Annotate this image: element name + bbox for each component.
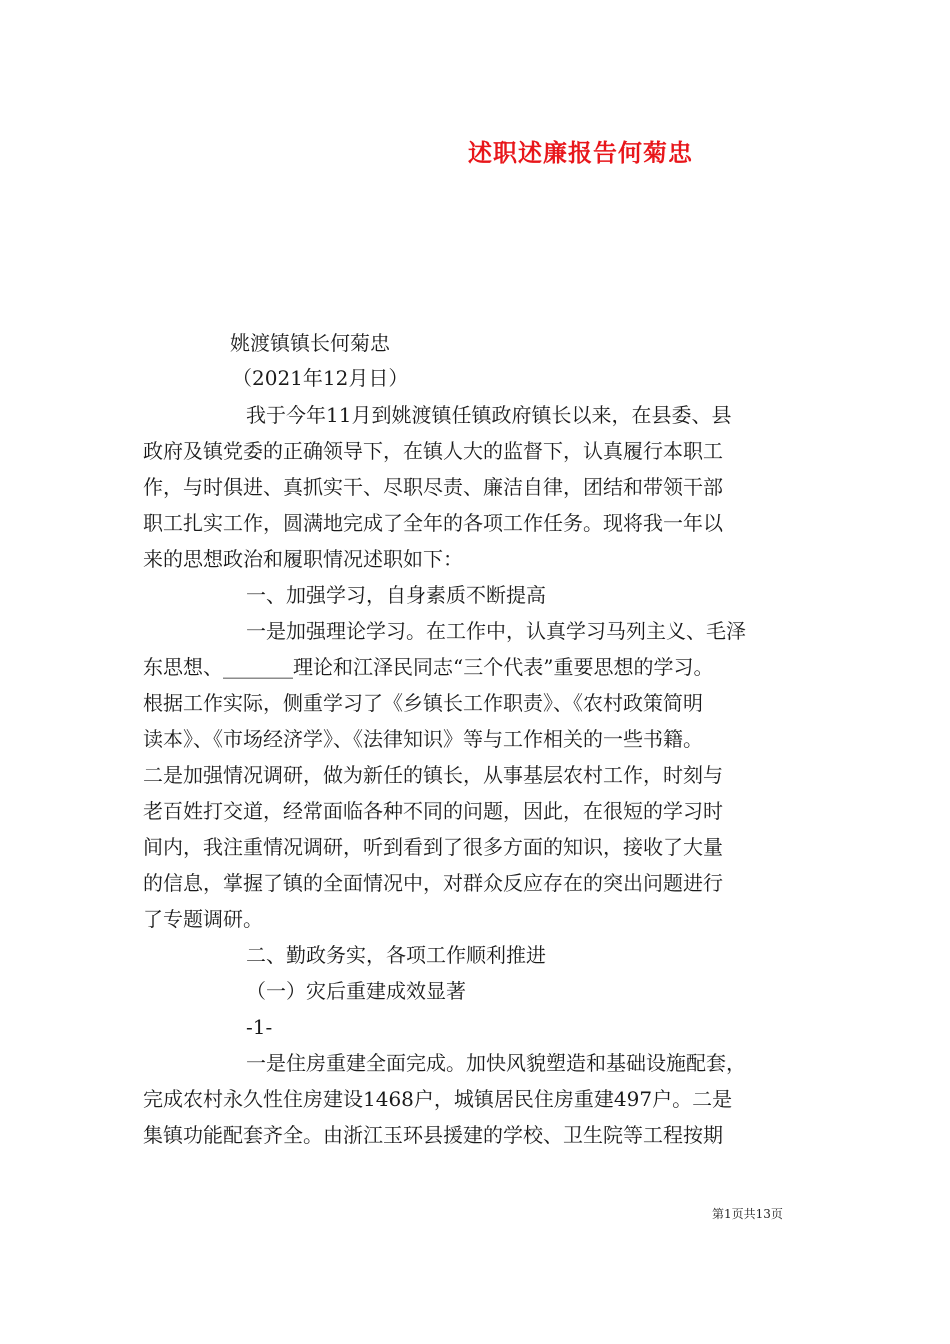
page-marker: -1- — [246, 1015, 273, 1039]
paragraph-line: 一是住房重建全面完成。加快风貌塑造和基础设施配套， — [246, 1051, 746, 1075]
paragraph-line: 的信息，掌握了镇的全面情况中，对群众反应存在的突出问题进行 — [143, 871, 723, 895]
paragraph-line: 读本》、《市场经济学》、《法律知识》等与工作相关的一些书籍。 — [143, 727, 703, 751]
paragraph-line: 职工扎实工作，圆满地完成了全年的各项工作任务。现将我一年以 — [143, 511, 723, 535]
section-heading: 二、勤政务实，各项工作顺利推进 — [246, 943, 546, 967]
author-line: 姚渡镇镇长何菊忠 — [230, 331, 390, 355]
paragraph-line: 政府及镇党委的正确领导下，在镇人大的监督下，认真履行本职工 — [143, 439, 723, 463]
paragraph-line: 集镇功能配套齐全。由浙江玉环县援建的学校、卫生院等工程按期 — [143, 1123, 723, 1147]
paragraph-line: 我于今年11月到姚渡镇任镇政府镇长以来，在县委、县 — [246, 403, 732, 427]
paragraph-line: 作，与时俱进、真抓实干、尽职尽责、廉洁自律，团结和带领干部 — [143, 475, 723, 499]
paragraph-line: 了专题调研。 — [143, 907, 263, 931]
page-footer: 第1页共13页 — [712, 1207, 783, 1221]
paragraph-line: 一是加强理论学习。在工作中，认真学习马列主义、毛泽 — [246, 619, 746, 643]
subsection-heading: （一）灾后重建成效显著 — [246, 979, 466, 1003]
paragraph-line: 间内，我注重情况调研，听到看到了很多方面的知识，接收了大量 — [143, 835, 723, 859]
paragraph-line: 来的思想政治和履职情况述职如下： — [143, 547, 463, 571]
section-heading: 一、加强学习，自身素质不断提高 — [246, 583, 546, 607]
date-line: （2021年12月日） — [232, 366, 409, 390]
paragraph-line: 完成农村永久性住房建设1468户，城镇居民住房重建497户。二是 — [143, 1087, 733, 1111]
paragraph-line: 二是加强情况调研，做为新任的镇长，从事基层农村工作，时刻与 — [143, 763, 723, 787]
paragraph-line: 东思想、_______理论和江泽民同志“三个代表”重要思想的学习。 — [143, 655, 714, 679]
paragraph-line: 老百姓打交道，经常面临各种不同的问题，因此，在很短的学习时 — [143, 799, 723, 823]
page-title: 述职述廉报告何菊忠 — [468, 138, 693, 167]
paragraph-line: 根据工作实际，侧重学习了《乡镇长工作职责》、《农村政策简明 — [143, 691, 703, 715]
